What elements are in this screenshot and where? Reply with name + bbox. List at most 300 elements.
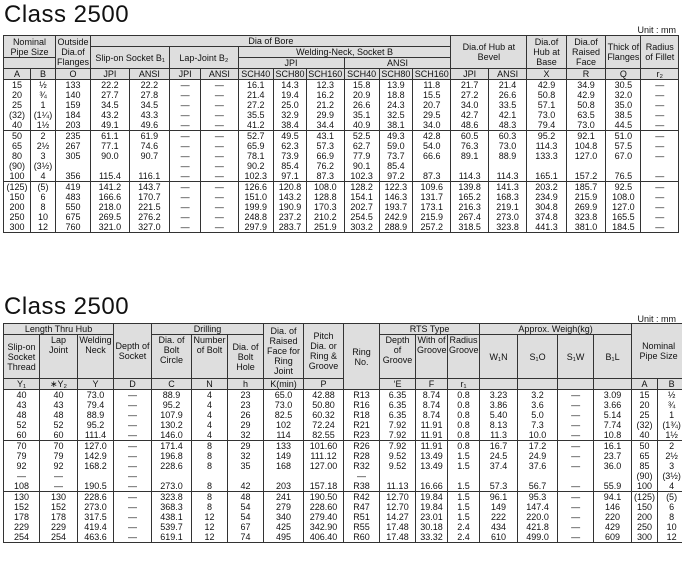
cell-value: — (180, 212, 190, 222)
cell-value: 210.2 (314, 212, 337, 222)
cell-value: 168.2 (84, 461, 107, 471)
cell-value: 114.3 (496, 171, 519, 181)
cell-value: 85.4 (281, 161, 299, 171)
cell-value: 1 (669, 410, 675, 420)
cell-value: 42.8 (422, 131, 441, 141)
cell-value: 79.4 (537, 120, 556, 130)
cell-value: — (214, 222, 224, 232)
table-cell (632, 390, 658, 441)
cell-value: 35 (240, 461, 251, 471)
cell-value: 149 (276, 451, 292, 461)
approx-weight-header: Approx. Weigh(kg) (480, 324, 632, 335)
cell-value: 61.9 (140, 131, 159, 141)
cell-value: 146.0 (160, 430, 183, 440)
cell-value: 6.35 (388, 400, 407, 410)
cell-value: 21.4 (498, 80, 517, 90)
sch-header: SCH40 (344, 69, 379, 80)
cell-value: 100 (9, 171, 25, 181)
table-cell (304, 390, 344, 441)
cell-value: 73.0 (577, 120, 595, 130)
table-cell (264, 492, 304, 543)
cell-value: 73.0 (274, 400, 293, 410)
cell-value: 108.0 (314, 182, 337, 192)
cell-value: 52 (53, 420, 64, 430)
cell-value: 1 (40, 100, 46, 110)
table-cell (228, 441, 264, 492)
cell-value: 26.6 (498, 90, 517, 100)
table-cell (379, 131, 412, 182)
cell-value: 42.88 (312, 390, 335, 400)
cell-value: (1¾) (662, 420, 681, 430)
cell-value: 29 (240, 441, 251, 451)
table-cell (658, 492, 682, 543)
cell-value: 17.48 (386, 532, 409, 542)
table-cell (114, 441, 152, 492)
cell-value: 203.2 (535, 182, 558, 192)
cell-value: 2½ (665, 451, 678, 461)
cell-value: 25 (11, 100, 22, 110)
table-cell (480, 390, 518, 441)
table-cell (114, 390, 152, 441)
cell-value: 32.5 (387, 110, 405, 120)
cell-value: 59.0 (387, 141, 405, 151)
cell-value: 342.90 (309, 522, 338, 532)
table-cell (344, 441, 380, 492)
cell-value: 20 (11, 90, 22, 100)
cell-value (153, 471, 190, 481)
cell-value: 3.2 (531, 390, 544, 400)
cell-value: — (214, 120, 224, 130)
cell-value: 43.1 (316, 131, 335, 141)
cell-value: — (571, 492, 581, 502)
cell-value: 8 (40, 202, 46, 212)
cell-value: 19.84 (420, 502, 443, 512)
cell-value: 92.5 (614, 182, 633, 192)
cell-value: 171.4 (160, 441, 183, 451)
col-letter: Y₁ (4, 379, 40, 390)
table-cell (488, 182, 526, 233)
sch-header: SCH160 (308, 69, 343, 79)
cell-value: 254.5 (350, 212, 373, 222)
cell-value (481, 471, 516, 481)
table-cell (416, 492, 448, 543)
cell-value: 33.32 (420, 532, 443, 542)
cell-value: 193.7 (384, 202, 408, 212)
table-cell (40, 390, 78, 441)
table-cell (304, 441, 344, 492)
cell-value: — (180, 202, 190, 212)
cell-value: 0.8 (457, 420, 470, 430)
cell-value: 79 (53, 451, 64, 461)
cell-value: 4 (207, 390, 213, 400)
cell-value: 1.5 (457, 461, 470, 471)
cell-value: — (571, 532, 581, 542)
cell-value: 90.1 (352, 161, 371, 171)
cell-value: 72.24 (312, 420, 335, 430)
cell-value (559, 471, 592, 481)
cell-value: — (655, 171, 665, 181)
table-cell (40, 441, 78, 492)
col-letter (480, 379, 518, 390)
cell-value: 190.5 (84, 481, 107, 491)
wn-ansi-header: ANSI (344, 58, 451, 69)
cell-value (79, 471, 112, 481)
cell-value: 235 (65, 131, 81, 141)
cell-value: 1½ (665, 430, 678, 440)
table-cell (238, 80, 273, 131)
table-cell (606, 80, 641, 131)
cell-value: — (180, 151, 190, 161)
table-cell (413, 182, 451, 233)
cell-value: — (128, 400, 138, 410)
cell-value: 56.7 (528, 481, 547, 491)
cell-value: 133 (65, 80, 81, 90)
depth-socket-header: Depth of Socket (114, 324, 152, 379)
cell-value: 1½ (36, 120, 50, 130)
table-cell (658, 390, 682, 441)
cell-value: 4 (669, 481, 675, 491)
cell-value (595, 471, 630, 481)
radius-fillet-header: Radius of Fillet (641, 36, 679, 69)
cell-value: 49.5 (281, 131, 299, 141)
cell-value: 1.5 (457, 481, 470, 491)
cell-value: 5.14 (603, 410, 622, 420)
cell-value: 368.3 (160, 502, 183, 512)
cell-value: 184.5 (612, 222, 635, 232)
col-letter: F (416, 379, 448, 390)
outside-dia-header: Outside Dia.of Flanges (57, 37, 90, 67)
cell-value: 78.1 (246, 151, 265, 161)
cell-value: 229 (13, 522, 30, 532)
cell-value: — (17, 471, 26, 481)
cell-value: 24.9 (528, 451, 547, 461)
cell-value: 52.5 (352, 131, 371, 141)
sch-header: SCH80 (379, 69, 412, 80)
cell-value: 21.2 (316, 100, 335, 110)
cell-value: 49.3 (387, 131, 405, 141)
table-cell (304, 492, 344, 543)
cell-value: — (571, 461, 581, 471)
cell-value: 40 (53, 390, 64, 400)
col-letter (594, 379, 632, 390)
cell-value: 499.0 (526, 532, 549, 542)
cell-value: (125) (634, 492, 656, 502)
table-cell (4, 182, 31, 233)
table-cell (558, 390, 594, 441)
cell-value: 95.2 (86, 420, 105, 430)
cell-value: — (180, 182, 190, 192)
col-letter: A (4, 69, 31, 80)
table-cell (480, 492, 518, 543)
cell-value: 114.3 (535, 141, 558, 151)
table-cell (228, 390, 264, 441)
cell-value: 425 (276, 522, 292, 532)
pitch-dia-header: Pitch Dia. or Ring & Groove (304, 324, 344, 379)
cell-value: — (128, 502, 138, 512)
cell-value: 35.0 (614, 100, 633, 110)
table-row-group (4, 80, 679, 131)
cell-value: 157.2 (574, 171, 598, 181)
cell-value: — (180, 110, 190, 120)
table-cell (264, 390, 304, 441)
col-letter: Q (606, 69, 641, 80)
hub-base-header: Dia.of Hub at Base (527, 36, 566, 69)
cell-value: 97.2 (387, 171, 405, 181)
cell-value: 279 (276, 502, 292, 512)
cell-value: 288.9 (384, 222, 408, 232)
cell-value: — (571, 522, 581, 532)
cell-value: 60 (16, 430, 27, 440)
cell-value: 6.35 (388, 390, 407, 400)
cell-value: 219.1 (496, 202, 519, 212)
table-cell (448, 390, 480, 441)
cell-value: 23 (240, 400, 251, 410)
cell-value: 50.8 (577, 100, 595, 110)
cell-value: 166.6 (98, 192, 122, 202)
cell-value: 1.5 (457, 512, 470, 522)
table-cell (30, 182, 55, 233)
cell-value: 128.2 (350, 182, 373, 192)
table-cell (558, 441, 594, 492)
cell-value: 114.3 (458, 171, 481, 181)
cell-value: 8.74 (422, 400, 441, 410)
cell-value: 38.1 (387, 120, 405, 130)
cell-value: 1.5 (457, 451, 470, 461)
cell-value: — (571, 390, 581, 400)
cell-value: 19.4 (281, 90, 299, 100)
cell-value: 102.3 (244, 171, 268, 181)
cell-value: 170.3 (314, 202, 337, 212)
table1-title: Class 2500 (4, 1, 130, 28)
cell-value: 13.49 (420, 451, 443, 461)
table-cell (606, 182, 641, 233)
cell-value: 539.7 (160, 522, 183, 532)
cell-value (452, 161, 486, 171)
cell-value: — (128, 471, 138, 481)
cell-value: 16.1 (246, 80, 265, 90)
table-cell (632, 492, 658, 543)
cell-value: 165.2 (458, 192, 481, 202)
cell-value: — (128, 430, 138, 440)
cell-value: 74 (240, 532, 251, 542)
cell-value: 61.1 (101, 131, 119, 141)
slip-on-header: Slip-on Socket B₁ (91, 47, 170, 69)
cell-value: — (655, 192, 665, 202)
col-letter: B (30, 69, 55, 80)
cell-value: 140 (65, 90, 81, 100)
cell-value: 419 (65, 182, 81, 192)
cell-value: 154.1 (350, 192, 373, 202)
cell-value: 18.8 (387, 90, 405, 100)
cell-value: 115.4 (98, 171, 121, 181)
cell-value: 29.5 (422, 110, 441, 120)
cell-value: 495 (276, 532, 292, 542)
cell-value: — (128, 461, 138, 471)
table-cell (658, 441, 682, 492)
table-cell (307, 182, 344, 233)
table-cell (641, 182, 679, 233)
table-row-group (4, 390, 682, 441)
cell-value: 23 (240, 390, 251, 400)
cell-value: 1.5 (457, 502, 470, 512)
cell-value: 79 (16, 451, 27, 461)
cell-value: (32) (8, 110, 25, 120)
cell-value: R28 (353, 451, 370, 461)
table-cell (4, 441, 40, 492)
cell-value: 7.92 (388, 430, 407, 440)
cell-value: 5.0 (531, 410, 544, 420)
slipon-ansi-header: ANSI (129, 69, 169, 80)
table-cell (413, 80, 451, 131)
cell-value: 10 (666, 522, 677, 532)
cell-value: 82.55 (312, 430, 335, 440)
table-row-group (4, 131, 679, 182)
cell-value: 80 (11, 151, 22, 161)
cell-value: 38.4 (281, 120, 299, 130)
cell-value: — (214, 161, 224, 171)
cell-value: 21.7 (460, 80, 479, 90)
table-row-group (4, 492, 682, 543)
cell-value: 152 (13, 502, 30, 512)
cell-value (449, 471, 478, 481)
cell-value: 16.1 (603, 441, 622, 451)
cell-value: 619.1 (160, 532, 183, 542)
cell-value: R32 (353, 461, 370, 471)
cell-value: 12 (204, 512, 215, 522)
table-cell (170, 182, 201, 233)
table-cell (170, 131, 201, 182)
cell-value: 87.3 (316, 171, 335, 181)
table-cell (594, 390, 632, 441)
cell-value: 273.0 (84, 502, 107, 512)
cell-value: 97.1 (281, 171, 299, 181)
table-cell (238, 182, 273, 233)
table-cell (40, 492, 78, 543)
cell-value: 2.4 (457, 522, 470, 532)
cell-value: 127.0 (612, 202, 635, 212)
cell-value: 49.6 (140, 120, 159, 130)
cell-value: 149 (491, 502, 507, 512)
cell-value: 74.6 (140, 141, 159, 151)
col-letter: B (658, 379, 682, 390)
cell-value: 34.5 (140, 100, 159, 110)
table-cell (594, 441, 632, 492)
cell-value: 40 (16, 390, 27, 400)
cell-value: 73.9 (281, 151, 299, 161)
cell-value: 215.9 (420, 212, 444, 222)
table-cell (264, 441, 304, 492)
cell-value (229, 471, 262, 481)
table-cell (527, 131, 566, 182)
cell-value (568, 161, 604, 171)
cell-value: — (655, 151, 665, 161)
cell-value: 16.2 (316, 90, 335, 100)
lap-joint-header: Lap-Joint B₂ (170, 47, 239, 69)
cell-value: 141.3 (496, 182, 519, 192)
cell-value: 152 (50, 502, 67, 512)
cell-value: 300 (637, 532, 653, 542)
cell-value: — (128, 451, 138, 461)
cell-value: 102.3 (350, 171, 373, 181)
cell-value: 200 (637, 512, 653, 522)
table-cell (192, 390, 228, 441)
cell-value: 6 (669, 502, 675, 512)
cell-value: 95.2 (537, 131, 556, 141)
cell-value: 37.4 (489, 461, 508, 471)
sch-header: SCH40 (238, 69, 273, 80)
cell-value: R23 (353, 430, 370, 440)
dia-of-bore-header: Dia of Bore (91, 36, 451, 47)
cell-value: R47 (353, 502, 370, 512)
cell-value: 4 (207, 410, 213, 420)
table-cell (632, 441, 658, 492)
cell-value: 128.8 (314, 192, 337, 202)
cell-value: 23.7 (603, 451, 622, 461)
cell-value: 77.9 (352, 151, 371, 161)
cell-value: — (180, 131, 190, 141)
cell-value: — (214, 151, 224, 161)
cell-value: 19.84 (420, 492, 443, 502)
cell-value: 429 (605, 522, 621, 532)
cell-value: — (214, 171, 224, 181)
cell-value: 15.5 (422, 90, 441, 100)
cell-value: 60 (53, 430, 64, 440)
cell-value: 23.01 (420, 512, 443, 522)
lap-jpi-header: JPI (170, 69, 201, 80)
cell-value: 63.5 (577, 110, 595, 120)
col-letter: P (304, 379, 344, 390)
cell-value: 8 (669, 512, 675, 522)
table-cell (55, 182, 90, 233)
cell-value: 16.66 (420, 481, 443, 491)
table-cell (273, 131, 306, 182)
raised-face-ring-header: Dia. of Raised Face for Ring Joint (264, 324, 304, 379)
cell-value: 35.1 (352, 110, 371, 120)
cell-value: 40.9 (352, 120, 371, 130)
slip-on-thread-header: Slip-on Socket Thread (4, 335, 40, 379)
cell-value: 2½ (36, 141, 50, 151)
cell-value: 318.5 (458, 222, 481, 232)
cell-value: 1.5 (457, 492, 470, 502)
table-cell (518, 441, 558, 492)
cell-value: 38.5 (614, 110, 633, 120)
table-row-group (4, 441, 682, 492)
cell-value: — (180, 100, 190, 110)
cell-value: 10 (37, 212, 48, 222)
cell-value: 202.7 (350, 202, 373, 212)
cell-value: — (655, 120, 665, 130)
rts-type-header: RTS Type (380, 324, 480, 335)
cell-value: 221.5 (138, 202, 161, 212)
cell-value: 12.70 (386, 492, 409, 502)
table-cell (129, 131, 169, 182)
cell-value: 34.9 (577, 80, 595, 90)
cell-value: 254 (13, 532, 30, 542)
cell-value: 297.9 (244, 222, 268, 232)
cell-value: 483 (65, 192, 81, 202)
cell-value: 11.8 (423, 80, 441, 90)
depth-groove-header: Depth of Groove (380, 335, 416, 379)
cell-value: 173.1 (420, 202, 444, 212)
cell-value: 3 (669, 461, 675, 471)
cell-value: 6 (40, 192, 46, 202)
cell-value: 65 (11, 141, 22, 151)
table-cell (488, 80, 526, 131)
cell-value: 237.2 (278, 212, 302, 222)
cell-value: 116.1 (138, 171, 161, 181)
cell-value: 95.3 (528, 492, 547, 502)
cell-value: — (571, 502, 581, 512)
